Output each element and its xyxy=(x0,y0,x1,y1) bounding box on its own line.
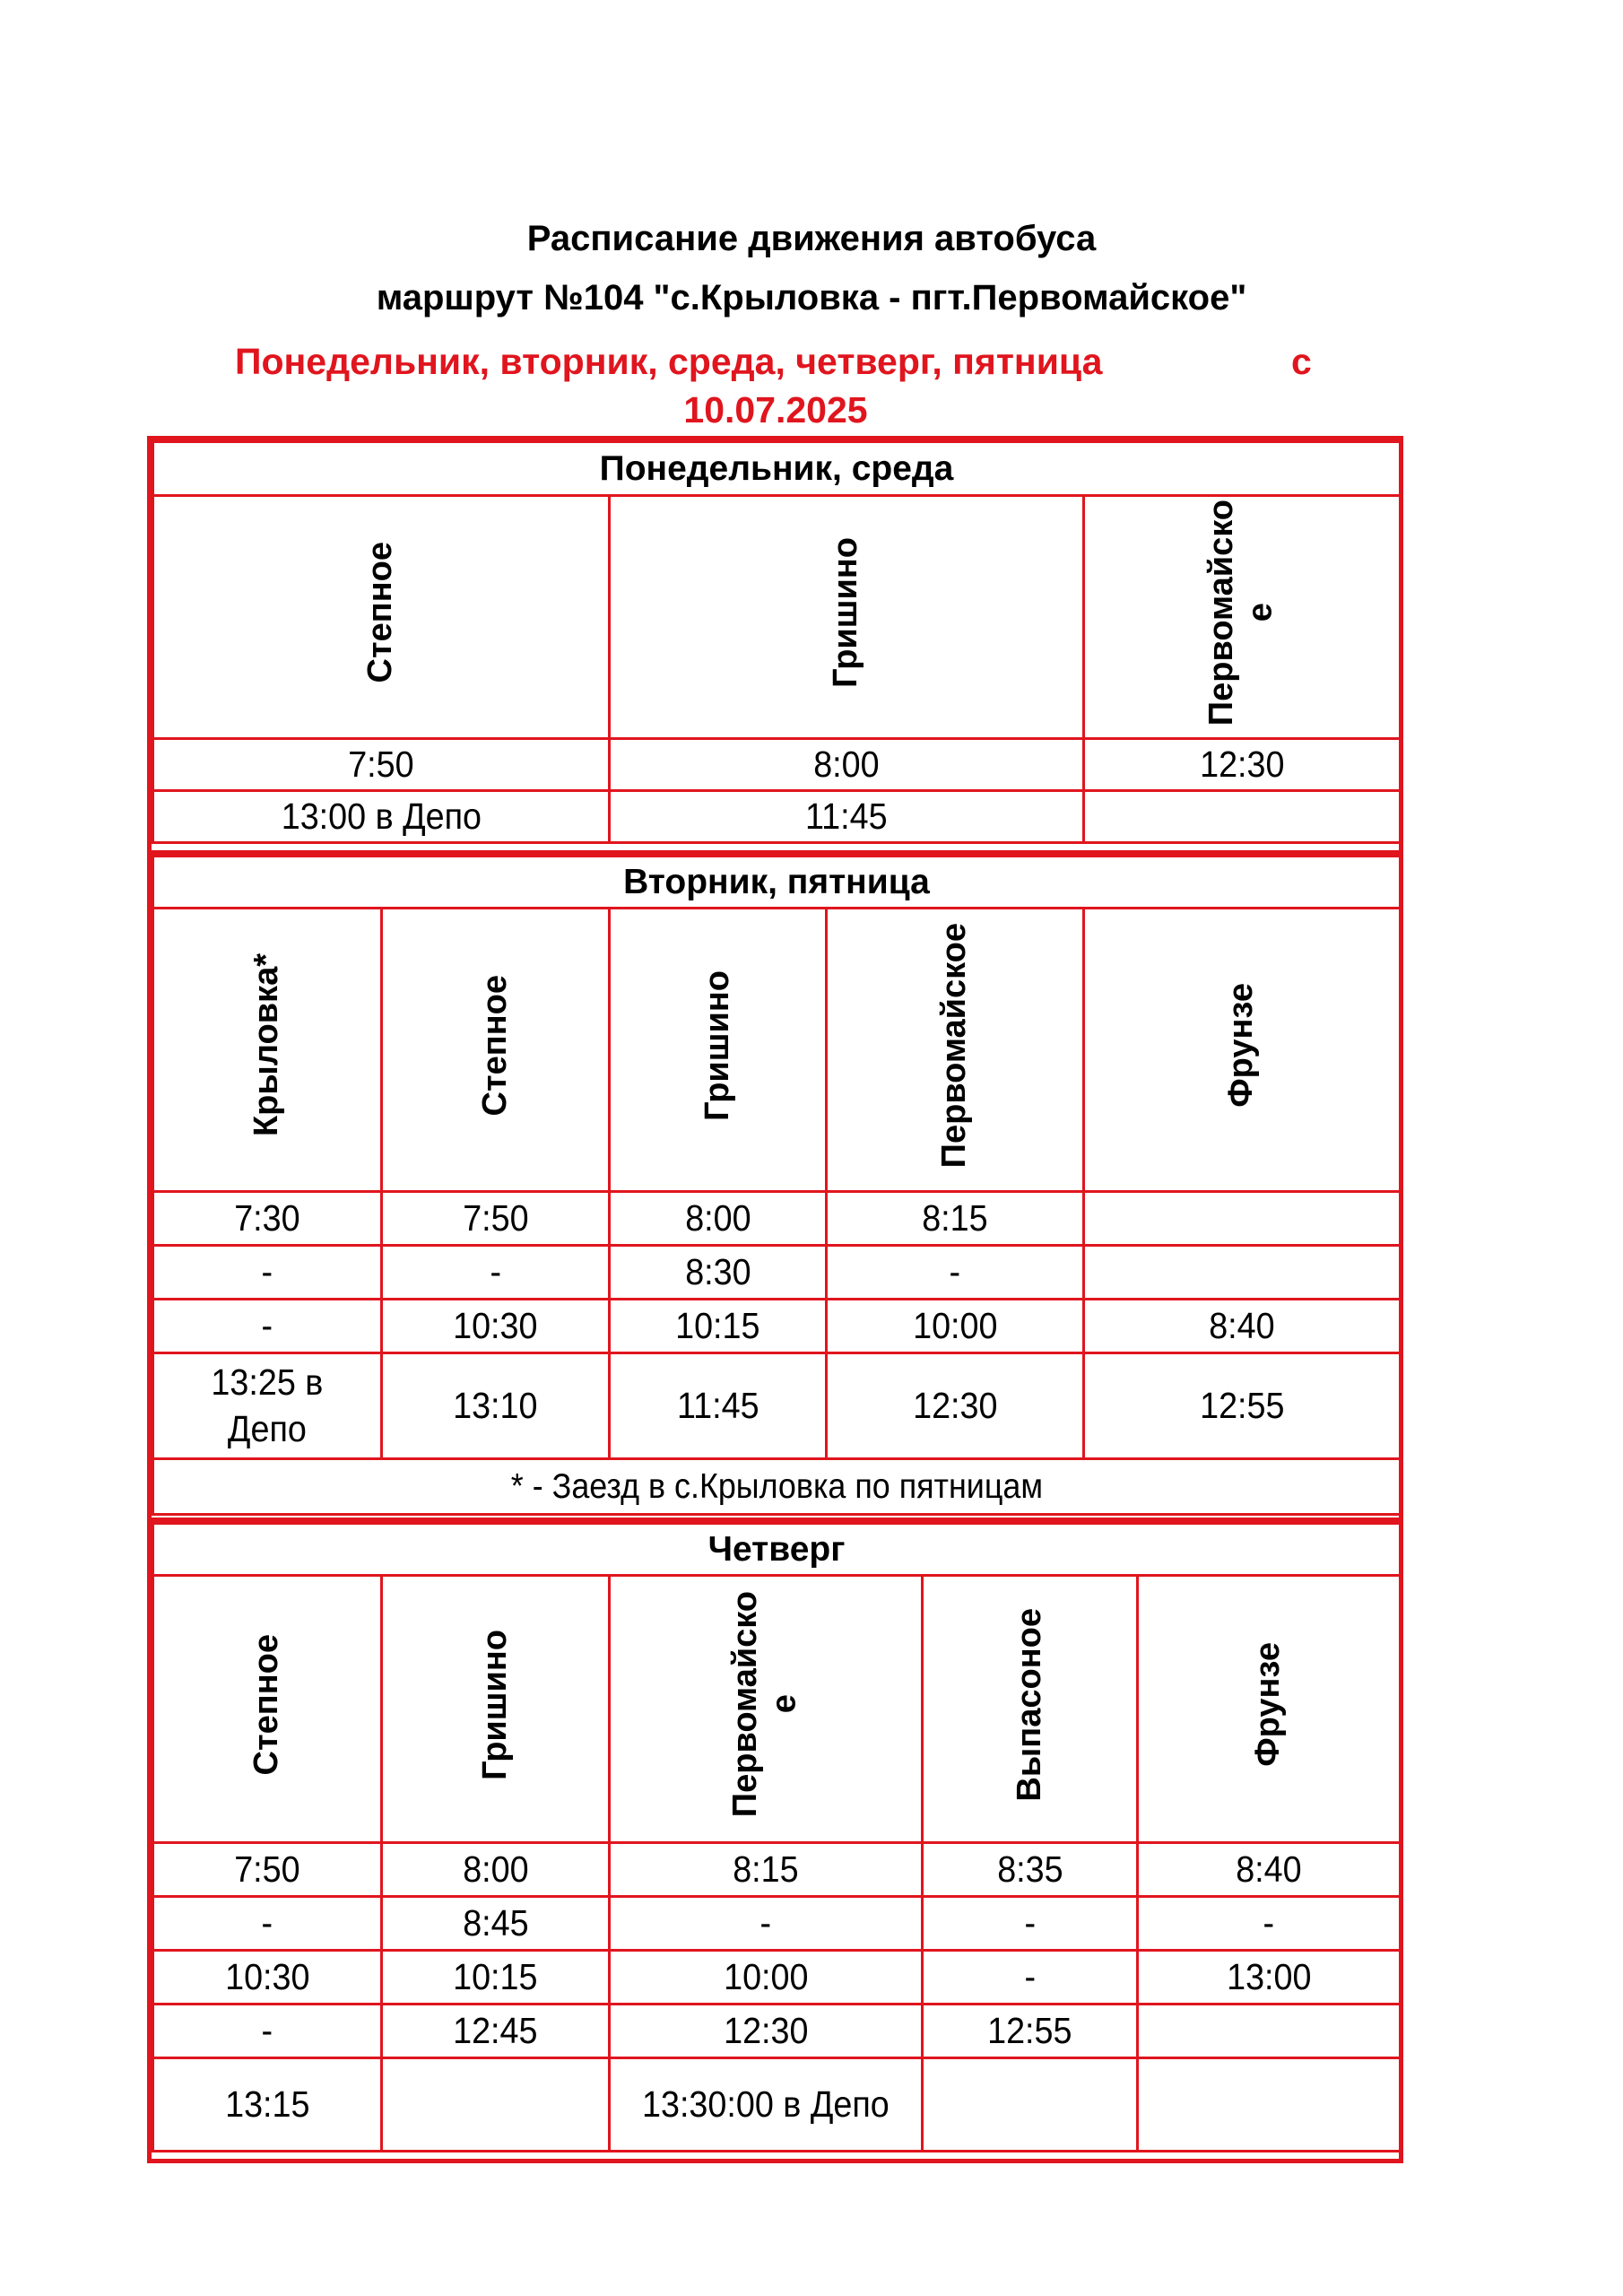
schedule-mon-wed xyxy=(147,436,1403,857)
stop-header: Фрунзе xyxy=(1084,909,1401,1192)
time-cell: 12:30 xyxy=(827,1353,1084,1459)
time-cell: 10:30 xyxy=(382,1300,610,1353)
stop-header: Степное xyxy=(382,909,610,1192)
section-title: Вторник, пятница xyxy=(153,857,1401,909)
stop-header: Степное xyxy=(153,496,610,739)
time-cell: 8:30 xyxy=(610,1246,827,1300)
schedule-thu xyxy=(147,1518,1403,2163)
time-cell: 8:35 xyxy=(923,1843,1138,1897)
time-cell: - xyxy=(1138,1897,1401,1951)
time-cell: 7:50 xyxy=(382,1192,610,1246)
schedule-table-tue-fri xyxy=(152,855,1402,1516)
section-title: Понедельник, среда xyxy=(153,442,1401,496)
time-cell: 10:15 xyxy=(610,1300,827,1353)
time-cell xyxy=(382,2058,610,2152)
time-cell: - xyxy=(827,1246,1084,1300)
time-cell xyxy=(1138,2005,1401,2058)
schedule-tue-fri xyxy=(147,850,1403,1523)
time-cell: - xyxy=(610,1897,923,1951)
time-cell: 13:00 в Депо xyxy=(153,791,610,843)
time-cell: 8:15 xyxy=(610,1843,923,1897)
time-cell: - xyxy=(153,1300,382,1353)
time-cell xyxy=(923,2058,1138,2152)
time-cell: 13:30:00 в Депо xyxy=(610,2058,923,2152)
time-cell: 13:15 xyxy=(153,2058,382,2152)
time-cell: 10:30 xyxy=(153,1951,382,2005)
time-cell: 7:30 xyxy=(153,1192,382,1246)
time-cell: 12:45 xyxy=(382,2005,610,2058)
time-cell: 8:15 xyxy=(827,1192,1084,1246)
time-cell: - xyxy=(382,1246,610,1300)
time-cell: 12:55 xyxy=(923,2005,1138,2058)
time-cell xyxy=(1084,1192,1401,1246)
time-cell: - xyxy=(923,1897,1138,1951)
stop-header: Выпасоное xyxy=(923,1576,1138,1843)
time-cell: 8:00 xyxy=(382,1843,610,1897)
schedule-table-mon-wed xyxy=(152,440,1402,844)
since-date: 10.07.2025 xyxy=(683,389,868,430)
route-title: маршрут №104 "с.Крыловка - пгт.Первомайское" xyxy=(376,278,1247,317)
time-cell: 8:40 xyxy=(1084,1300,1401,1353)
days-line: Понедельник, вторник, среда, четверг, пятница xyxy=(235,341,1103,382)
time-cell: 8:00 xyxy=(610,1192,827,1246)
time-cell: 7:50 xyxy=(153,1843,382,1897)
since-word: с xyxy=(1291,341,1312,382)
time-cell: 12:30 xyxy=(610,2005,923,2058)
stop-header: Фрунзе xyxy=(1138,1576,1401,1843)
time-cell: 11:45 xyxy=(610,1353,827,1459)
stop-header: Степное xyxy=(153,1576,382,1843)
time-cell: 13:10 xyxy=(382,1353,610,1459)
time-cell: 13:25 в Депо xyxy=(153,1353,382,1459)
time-cell: 11:45 xyxy=(610,791,1084,843)
time-cell: - xyxy=(153,2005,382,2058)
stop-header: Гришино xyxy=(610,909,827,1192)
time-cell: 13:00 xyxy=(1138,1951,1401,2005)
time-cell: 12:30 xyxy=(1084,739,1401,791)
time-cell: 12:55 xyxy=(1084,1353,1401,1459)
time-cell: 10:00 xyxy=(610,1951,923,2005)
page-title: Расписание движения автобуса xyxy=(526,219,1097,258)
schedule-table-thu xyxy=(152,1522,1402,2152)
stop-header: Гришино xyxy=(382,1576,610,1843)
time-cell: 10:15 xyxy=(382,1951,610,2005)
time-cell: - xyxy=(923,1951,1138,2005)
time-cell: 10:00 xyxy=(827,1300,1084,1353)
footnote: * - Заезд в с.Крыловка по пятницам xyxy=(153,1459,1401,1515)
time-cell xyxy=(1084,791,1401,843)
time-cell: - xyxy=(153,1246,382,1300)
time-cell: 8:40 xyxy=(1138,1843,1401,1897)
time-cell: - xyxy=(153,1897,382,1951)
stop-header: Первомайское xyxy=(827,909,1084,1192)
section-title: Четверг xyxy=(153,1524,1401,1576)
time-cell: 7:50 xyxy=(153,739,610,791)
stop-header: Крыловка* xyxy=(153,909,382,1192)
time-cell xyxy=(1138,2058,1401,2152)
time-cell: 8:45 xyxy=(382,1897,610,1951)
stop-header: Гришино xyxy=(610,496,1084,739)
time-cell: 8:00 xyxy=(610,739,1084,791)
time-cell xyxy=(1084,1246,1401,1300)
stop-header: Первомайско е xyxy=(1084,496,1401,739)
stop-header: Первомайско е xyxy=(610,1576,923,1843)
